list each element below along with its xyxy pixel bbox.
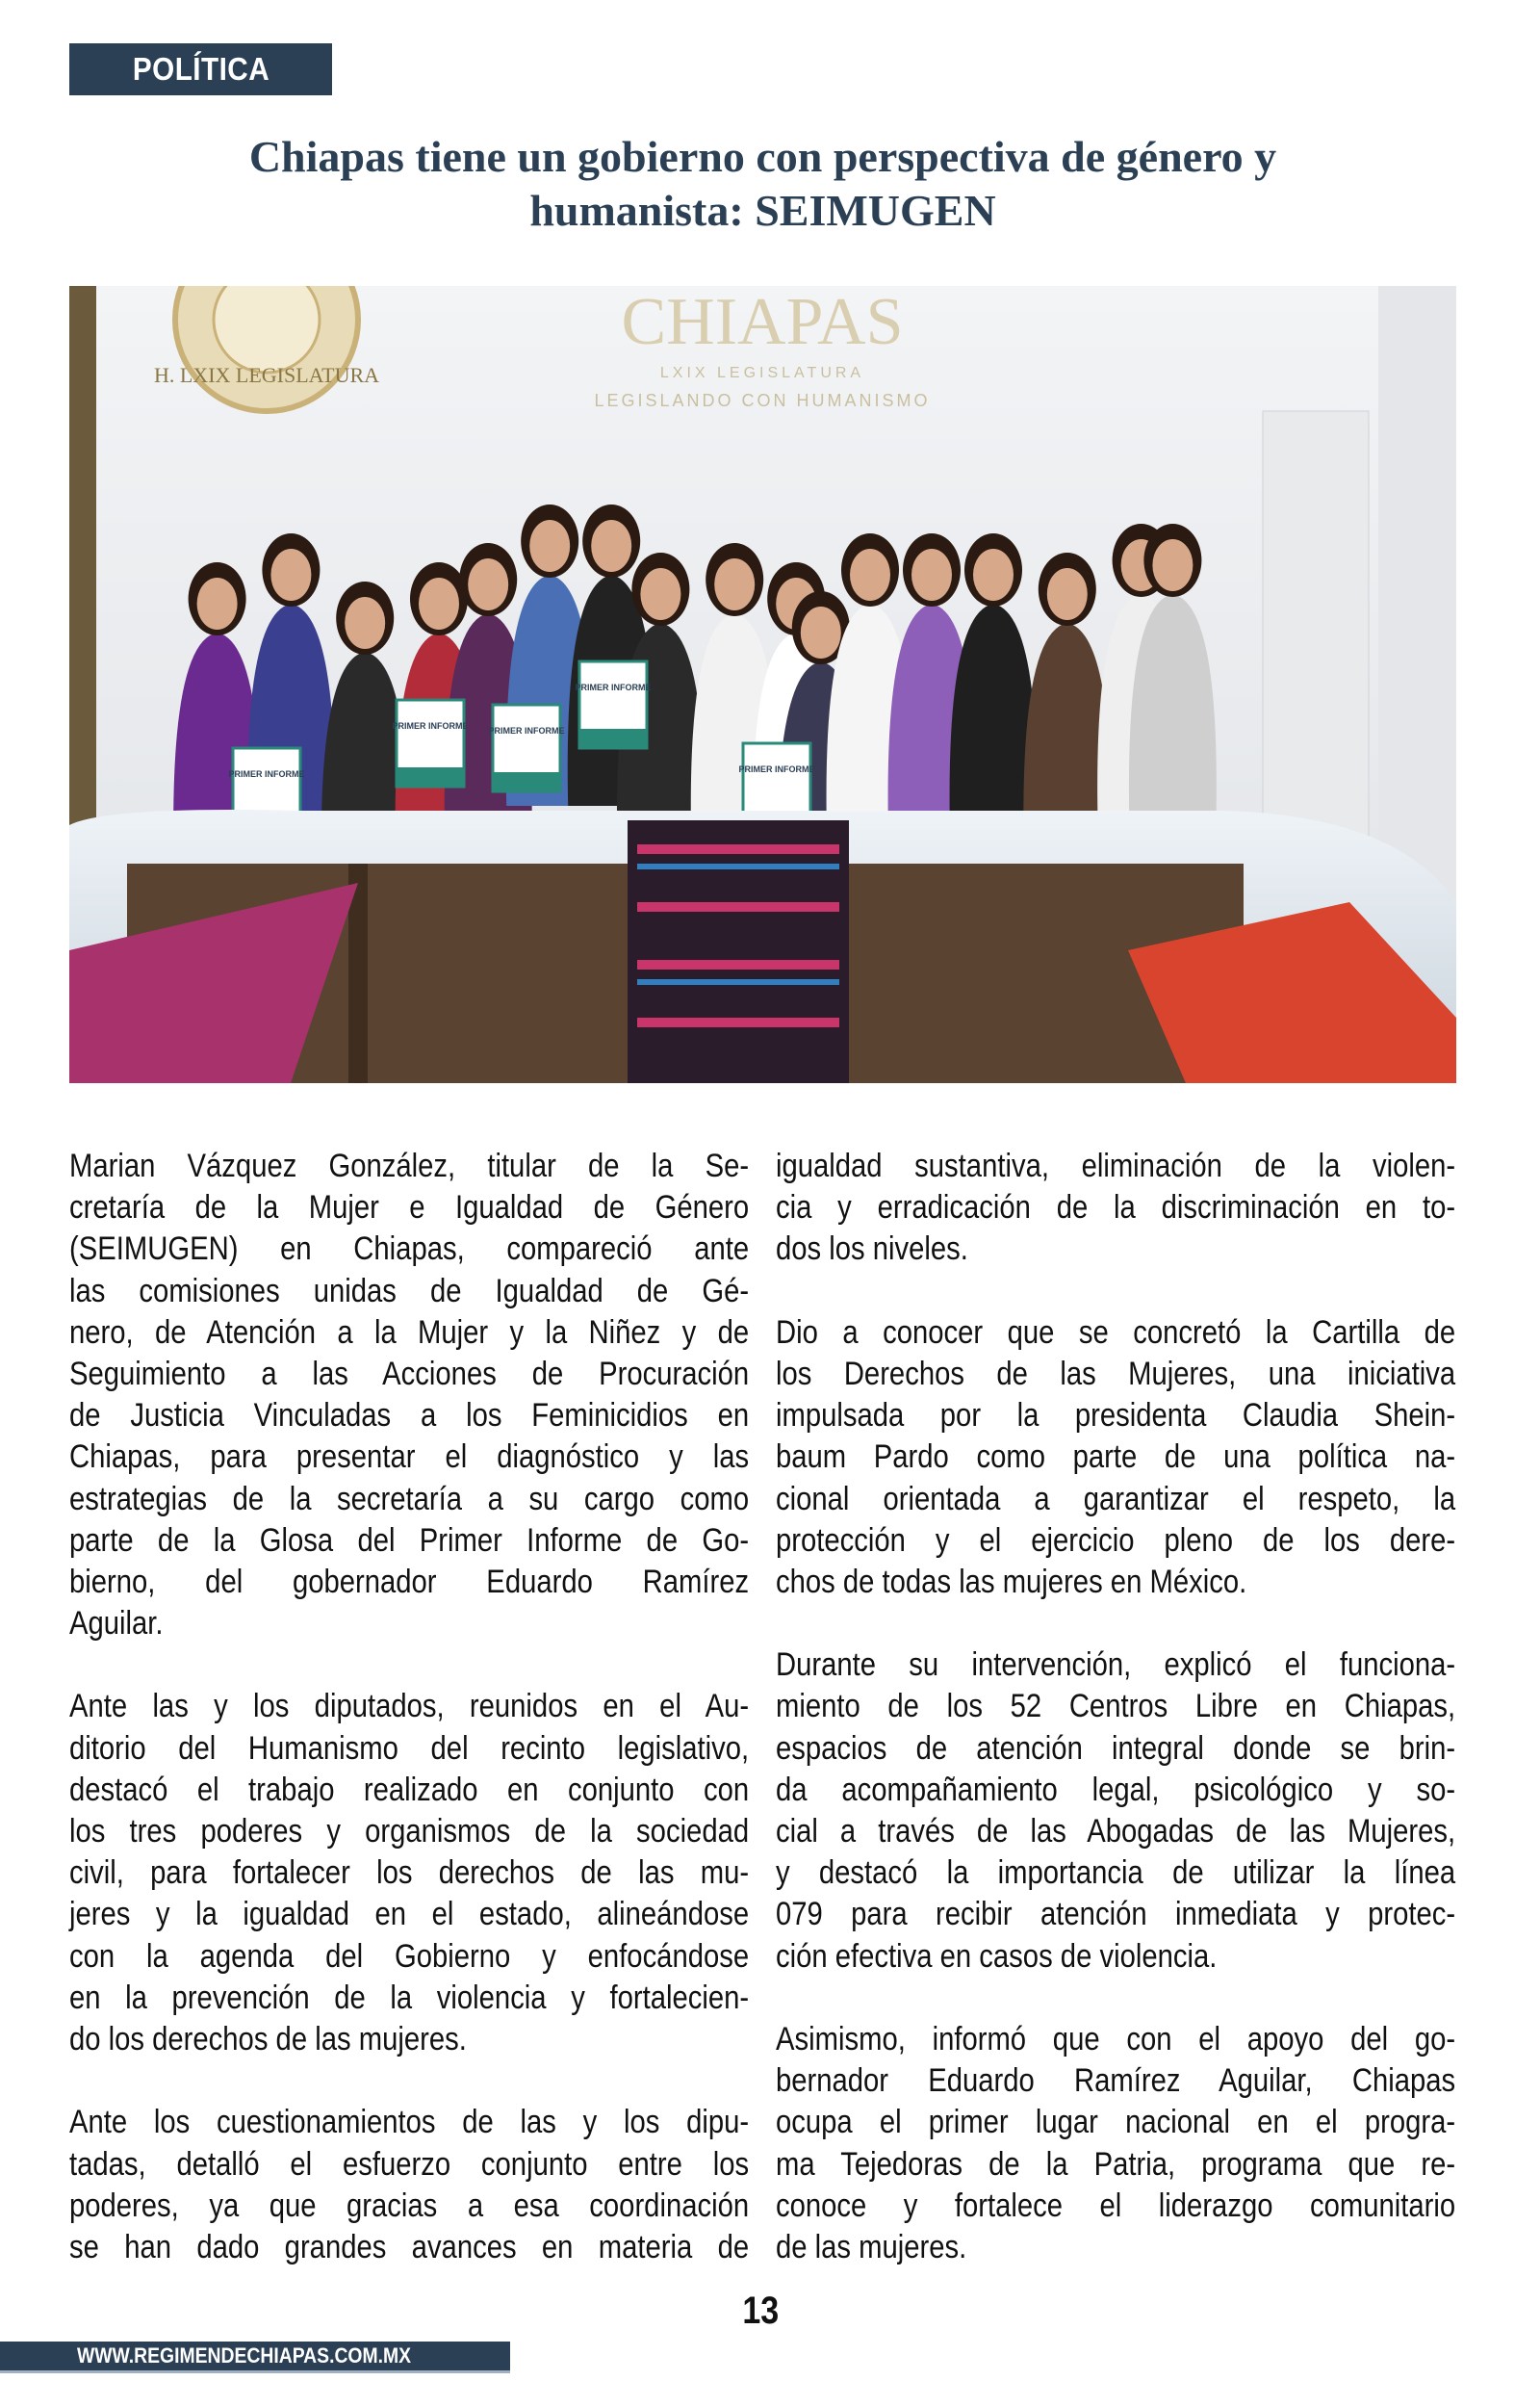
booklet-label: PRIMER INFORME — [575, 683, 652, 692]
text-line: las comisiones unidas de Igualdad de Gé- — [69, 1272, 750, 1309]
text-line: y destacó la importancia de utilizar la línea — [776, 1854, 1456, 1892]
text-line: con la agenda del Gobierno y enfocándose — [69, 1937, 750, 1975]
headline-line-1: Chiapas tiene un gobierno con perspectiva de género y — [248, 132, 1277, 181]
article-column-left — [69, 1146, 749, 2268]
text-line: cia y erradicación de la discriminación en to- — [776, 1189, 1456, 1227]
person-face — [591, 520, 631, 572]
text-line: cretaría de la Mujer e Igualdad de Género — [69, 1189, 750, 1227]
text-line: de las mujeres. — [776, 2228, 967, 2265]
text-line: poderes, ya que gracias a esa coordinación — [69, 2187, 750, 2224]
text-line: da acompañamiento legal, psicológico y so- — [776, 1771, 1456, 1808]
booklet-label: PRIMER INFORME — [488, 726, 565, 736]
person-face — [801, 607, 841, 659]
article-column-right — [776, 1146, 1455, 2268]
text-line: Durante su intervención, explicó el funciona- — [776, 1646, 1456, 1684]
paragraph-gap — [776, 1978, 1455, 2019]
person-face — [640, 568, 680, 620]
text-line: parte de la Glosa del Primer Informe de Go- — [69, 1521, 750, 1559]
text-line: ocupa el primer lugar nacional en el progra- — [776, 2104, 1456, 2141]
paragraph-gap — [69, 1644, 749, 1686]
text-line: ma Tejedoras de la Patria, programa que re- — [776, 2145, 1456, 2183]
text-line: estrategias de la secretaría a su cargo como — [69, 1480, 750, 1517]
text-line: Ante las y los diputados, reunidos en el Au- — [69, 1688, 750, 1725]
headline-line-2: humanista: SEIMUGEN — [529, 186, 996, 235]
person-face — [419, 578, 459, 630]
paragraph — [776, 1312, 1455, 1603]
footer-url: WWW.REGIMENDECHIAPAS.COM.MX — [77, 2343, 412, 2368]
text-line: destacó el trabajo realizado en conjunto con — [69, 1771, 750, 1808]
paragraph-gap — [776, 1271, 1455, 1312]
text-line: Seguimiento a las Acciones de Procuración — [69, 1355, 750, 1392]
booklet-label: PRIMER INFORME — [228, 769, 305, 779]
text-line: los Derechos de las Mujeres, una iniciativa — [776, 1355, 1456, 1392]
text-line: cial a través de las Abogadas de las Mujeres, — [776, 1813, 1456, 1850]
paragraph-gap — [69, 2060, 749, 2102]
paragraph — [776, 1146, 1455, 1271]
text-line: do los derechos de las mujeres. — [69, 2020, 467, 2057]
text-line: cional orientada a garantizar el respeto, la — [776, 1480, 1456, 1517]
booklet-label: PRIMER INFORME — [392, 721, 469, 731]
text-line: bierno, del gobernador Eduardo Ramírez — [69, 1563, 750, 1600]
booklet-label: PRIMER INFORME — [738, 764, 815, 774]
paragraph — [69, 2102, 749, 2268]
text-line: Asimismo, informó que con el apoyo del go- — [776, 2020, 1456, 2057]
text-line: Dio a conocer que se concretó la Cartilla de — [776, 1313, 1456, 1351]
paragraph — [69, 1146, 749, 1644]
person-face — [911, 549, 952, 601]
group-photo-illustration — [69, 286, 1456, 1083]
paragraph — [776, 2019, 1455, 2268]
article-photo — [69, 286, 1456, 1083]
text-line: Aguilar. — [69, 1605, 164, 1643]
footer-url-bar — [0, 2342, 510, 2373]
paragraph-gap — [776, 1603, 1455, 1644]
person-face — [197, 578, 238, 630]
text-line: nero, de Atención a la Mujer y la Niñez y de — [69, 1313, 750, 1351]
text-line: ción efectiva en casos de violencia. — [776, 1937, 1218, 1975]
person-face — [1047, 568, 1088, 620]
wall-lettering: CHIAPAS — [621, 286, 904, 359]
seal-text: H. LXIX LEGISLATURA — [153, 363, 380, 387]
headline — [69, 130, 1456, 238]
wall-subtitle: LXIX LEGISLATURA — [659, 365, 865, 381]
embroidered-runner-center — [628, 820, 849, 1083]
text-line: Chiapas, para presentar el diagnóstico y las — [69, 1438, 750, 1476]
paragraph — [69, 1686, 749, 2060]
text-line: miento de los 52 Centros Libre en Chiapas, — [776, 1688, 1456, 1725]
text-line: bernador Eduardo Ramírez Aguilar, Chiapas — [776, 2062, 1456, 2100]
text-line: baum Pardo como parte de una política na- — [776, 1438, 1456, 1476]
text-line: Marian Vázquez González, titular de la Se- — [69, 1148, 750, 1184]
text-line: civil, para fortalecer los derechos de las mu- — [69, 1854, 750, 1892]
text-line: (SEIMUGEN) en Chiapas, compareció ante — [69, 1230, 750, 1268]
text-line: conoce y fortalece el liderazgo comunitario — [776, 2187, 1456, 2224]
text-line: protección y el ejercicio pleno de los dere- — [776, 1521, 1456, 1559]
text-line: chos de todas las mujeres en México. — [776, 1563, 1247, 1600]
text-line: dos los niveles. — [776, 1230, 968, 1268]
section-tag: POLÍTICA — [69, 43, 332, 95]
page-number: 13 — [742, 2290, 779, 2332]
person-face — [345, 597, 385, 649]
person-face — [714, 558, 755, 610]
paragraph — [776, 1644, 1455, 1978]
text-line: impulsada por la presidenta Claudia Shein- — [776, 1397, 1456, 1435]
text-line: jeres y la igualdad en el estado, alineándose — [69, 1896, 750, 1933]
text-line: 079 para recibir atención inmediata y protec- — [776, 1896, 1456, 1933]
text-line: ditorio del Humanismo del recinto legislativo, — [69, 1729, 750, 1767]
text-line: Ante los cuestionamientos de las y los dipu- — [69, 2104, 750, 2141]
text-line: en la prevención de la violencia y fortalecien- — [69, 1979, 750, 2016]
person-face — [529, 520, 570, 572]
text-line: se han dado grandes avances en materia de — [69, 2228, 750, 2265]
person-face — [973, 549, 1014, 601]
text-line: espacios de atención integral donde se brin- — [776, 1729, 1456, 1767]
text-line: tadas, detalló el esfuerzo conjunto entre los — [69, 2145, 750, 2183]
text-line: de Justicia Vinculadas a los Feminicidios en — [69, 1397, 750, 1435]
person-face — [270, 549, 311, 601]
text-line: los tres poderes y organismos de la sociedad — [69, 1813, 750, 1850]
text-line: igualdad sustantiva, eliminación de la violen- — [776, 1148, 1456, 1184]
person-face — [1152, 539, 1193, 591]
person-face — [468, 558, 508, 610]
wall-motto: LEGISLANDO CON HUMANISMO — [594, 391, 931, 410]
person-face — [850, 549, 890, 601]
